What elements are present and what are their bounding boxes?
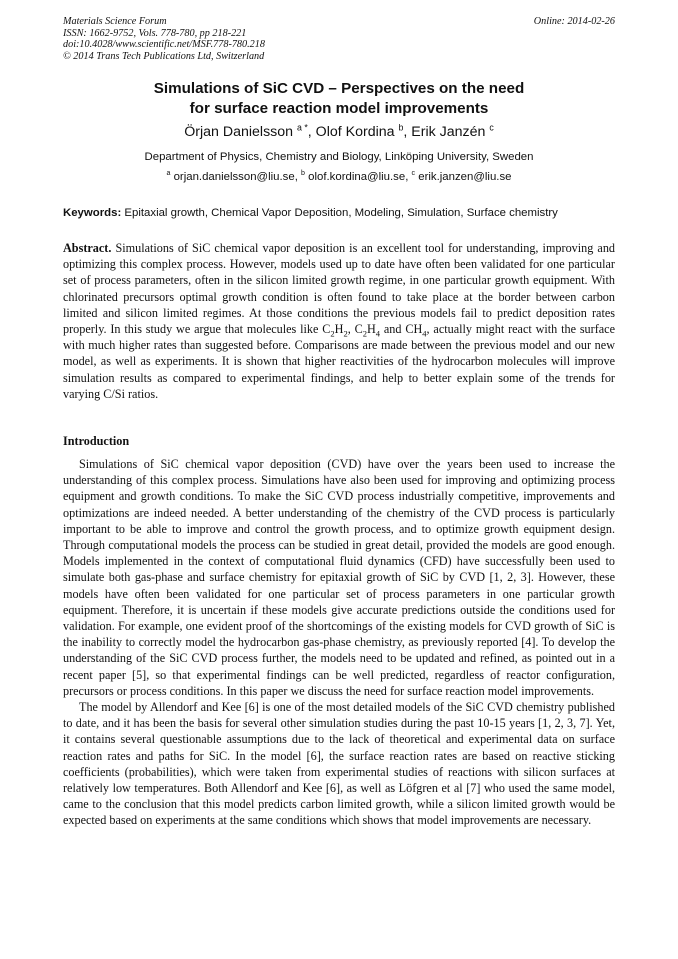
subscript: 2 xyxy=(343,328,348,339)
introduction-body xyxy=(63,456,615,829)
abstract-text: Simulations of SiC chemical vapor deposition is an excellent tool for understanding, improving and optimizing this complex process. However, models used up to date have often been validated for one particular set of process parameters, often in the silicon limited growth regime, in one particular growth equipment. With chlorinated precursors optimal growth condition is often found to take place at the border between carbon limited and silicon limited regimes. At those conditions the previous models fail to predict deposition rates properly. In this study we argue that molecules like C xyxy=(63,241,616,337)
subscript: 2 xyxy=(362,328,367,339)
email-address[interactable]: orjan.danielsson@liu.se xyxy=(173,171,295,183)
paragraph: Simulations of SiC chemical vapor deposition (CVD) have over the years been used to increase the understanding of this complex process. Simulations have also been used for improving and optimizing process equipment and growth conditions. To make the SiC CVD process industrially competitive, improvements and optimizations are indeed needed. A better understanding of the chemistry of the CVD process is particularly important to be able to improve and control the growth process, and to optimize growth equipment design. Through computational models the process can be studied in great detail, provided the models are good enough. Models implemented in the context of computational fluid dynamics (CFD) have successfully been used to simulate both gas-phase and surface chemistry for epitaxial growth of SiC by CVD [1, 2, 3]. However, these models have often been validated for one particular set of process parameters in one particular growth equipment. Therefore, it is uncertain if these models give accurate predictions outside the conditions used for validation. For example, one evident proof of the shortcomings of the existing models for CVD growth of SiC is the inability to correctly model the hydrocarbon gas-phase chemistry, as previously reported [4]. To develop the understanding of the SiC CVD process further, the models need to be updated and refined, as pointed out in a recent paper [5], so that experimental findings can be well predicted, regardless of reactor configuration, precursors or process conditions. In this paper we discuss the need for surface reaction model improvements. xyxy=(63,457,615,698)
section-heading-introduction: Introduction xyxy=(63,434,130,448)
email-address[interactable]: olof.kordina@liu.se xyxy=(308,171,406,183)
online-date: Online: 2014-02-26 xyxy=(533,16,615,27)
title-line-2: for surface reaction model improvements xyxy=(189,100,489,117)
subscript: 4 xyxy=(375,328,381,339)
subscript: 2 xyxy=(330,328,335,339)
abstract-text: H xyxy=(334,322,344,337)
subscript: 4 xyxy=(422,328,427,339)
author-sup: b xyxy=(398,122,404,133)
abstract-text: , C xyxy=(347,322,363,337)
author-list xyxy=(63,123,615,141)
email-address[interactable]: erik.janzen@liu.se xyxy=(418,171,512,183)
abstract-label: Abstract. xyxy=(63,241,112,255)
author-sup: a * xyxy=(297,122,308,133)
author-separator: , xyxy=(403,124,412,140)
keywords-label: Keywords: xyxy=(63,207,122,219)
author-separator: , xyxy=(307,124,316,140)
paragraph: The model by Allendorf and Kee [6] is one of the most detailed models of the SiC CVD chemistry published to date, and it has been the basis for several other simulation studies during the past 10-15 years [1, 2, 3, 7]. Yet, it contains several questionable assumptions due to the lack of theoretical and experimental data on surface reaction rates and paths for SiC. In the model [6], the surface reaction rates are based on reactive sticking coefficients (probabilities), which were taken from experimental studies of reactions with silicon surfaces at relatively low temperatures. Both Allendorf and Kee [6], as well as Löfgren et al [7] who used the same model, came to the conclusion that this model predicts carbon limited growth, while a silicon limited growth would be expected based on experiments at the same conditions which shows that model improvements are necessary. xyxy=(63,700,615,828)
author-name: Olof Kordina xyxy=(315,124,395,140)
author-name: Örjan Danielsson xyxy=(184,124,294,140)
email-sup: a xyxy=(166,170,171,178)
journal-header xyxy=(63,16,265,62)
author-sup: c xyxy=(489,122,494,133)
keywords xyxy=(63,206,615,220)
keywords-text: Epitaxial growth, Chemical Vapor Deposition, Modeling, Simulation, Surface chemistry xyxy=(124,207,558,219)
abstract xyxy=(63,240,615,402)
author-name: Erik Janzén xyxy=(411,124,486,140)
abstract-text: and CH xyxy=(380,322,423,337)
abstract-text: H xyxy=(366,322,376,337)
journal-name: Materials Science Forum xyxy=(63,16,167,27)
email-sup: c xyxy=(411,170,416,178)
title-line-1: Simulations of SiC CVD – Perspectives on the need xyxy=(153,80,525,97)
abstract-text: , actually might react with the surface with much higher rates than suggested before. Comparisons are made between the previous model and our new model, as well as experiments. It is shown that higher reactivities of the hydrocarbon molecules will improve simulation results as compared to experimental findings, and help to better explain some of the trends for varying C/Si ratios. xyxy=(63,322,615,401)
affiliation: Department of Physics, Chemistry and Biology, Linköping University, Sweden xyxy=(144,151,534,163)
email-list: $^a$ orjan.danielsson@liu.se, $^b$ olof.kordina@liu.se, $^c$ erik.janzen@liu.se xyxy=(166,170,512,183)
doi-line: doi:10.4028/www.scientific.net/MSF.778-780.218 xyxy=(63,39,265,51)
copyright-line: © 2014 Trans Tech Publications Ltd, Switzerland xyxy=(63,50,265,62)
issn-line: ISSN: 1662-9752, Vols. 778-780, pp 218-221 xyxy=(63,27,247,39)
email-sup: b xyxy=(301,170,305,178)
paper-title xyxy=(63,79,615,119)
